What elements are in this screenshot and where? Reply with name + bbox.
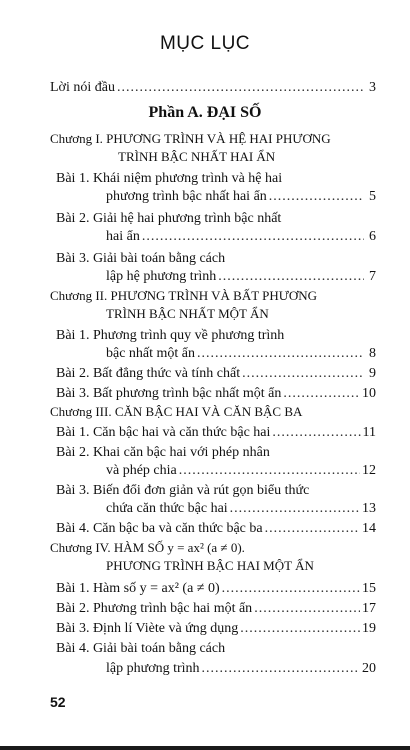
- toc-lesson-entry: [56, 620, 376, 638]
- leader-dots: [117, 79, 364, 97]
- toc-entry-label: Bài 3. Định lí Viète và ứng dụng: [56, 621, 239, 636]
- leader-dots: [240, 620, 360, 638]
- toc-entry-foreword: [50, 79, 376, 97]
- leader-dots: [272, 424, 360, 442]
- toc-entry-page: 20: [362, 661, 376, 676]
- chapter-title: Chương II. PHƯƠNG TRÌNH VÀ BẤT PHƯƠNG: [50, 288, 318, 303]
- toc-lesson-entry: [56, 580, 376, 598]
- toc-entry-page: 17: [362, 601, 376, 616]
- toc-entry-label: bậc nhất một ẩn: [106, 346, 196, 361]
- toc-entry-label: lập hệ phương trình: [106, 269, 217, 284]
- toc-lesson-entry: [106, 188, 376, 206]
- toc-entry-page: 14: [362, 521, 376, 536]
- chapter-title: Chương IV. HÀM SỐ y = ax² (a ≠ 0).: [50, 540, 245, 555]
- toc-entry-page: 7: [369, 269, 376, 284]
- page-title: MỤC LỤC: [159, 33, 251, 54]
- leader-dots: [179, 462, 360, 480]
- chapter-title: Chương III. CĂN BẬC HAI VÀ CĂN BẬC BA: [50, 404, 303, 419]
- toc-entry-page: 9: [369, 366, 376, 381]
- toc-lesson-line: Bài 2. Giải hệ hai phương trình bậc nhất: [56, 211, 282, 226]
- toc-entry-label: phương trình bậc nhất hai ẩn: [106, 189, 267, 204]
- toc-entry-page: 6: [369, 229, 376, 244]
- toc-lesson-line: Bài 1. Phương trình quy về phương trình: [56, 328, 285, 343]
- toc-lesson-line: Bài 2. Khai căn bậc hai với phép nhân: [56, 445, 270, 460]
- leader-dots: [283, 385, 360, 403]
- leader-dots: [269, 188, 364, 206]
- toc-lesson-entry: [106, 228, 376, 246]
- leader-dots: [242, 365, 364, 383]
- toc-lesson-entry: [56, 600, 376, 618]
- toc-lesson-entry: [106, 500, 376, 518]
- toc-lesson-entry: [56, 385, 376, 403]
- toc-lesson-entry: [56, 424, 376, 442]
- chapter-subtitle: TRÌNH BẬC NHẤT HAI ẨN: [118, 149, 276, 164]
- toc-entry-label: hai ẩn: [106, 229, 140, 244]
- toc-entry-label: Bài 1. Căn bậc hai và căn thức bậc hai: [56, 425, 271, 440]
- toc-entry-label: Lời nói đầu: [50, 80, 115, 95]
- toc-lesson-line: Bài 1. Khái niệm phương trình và hệ hai: [56, 171, 283, 186]
- toc-entry-page: 10: [362, 386, 376, 401]
- leader-dots: [218, 268, 364, 286]
- toc-entry-label: chứa căn thức bậc hai: [106, 501, 228, 516]
- toc-entry-page: 13: [362, 501, 376, 516]
- toc-entry-label: và phép chia: [106, 463, 177, 478]
- toc-entry-page: 3: [369, 80, 376, 95]
- leader-dots: [230, 500, 360, 518]
- toc-entry-label: Bài 1. Hàm số y = ax² (a ≠ 0): [56, 581, 220, 596]
- leader-dots: [142, 228, 364, 246]
- leader-dots: [265, 520, 360, 538]
- page-number: 52: [50, 694, 66, 710]
- toc-entry-label: lập phương trình: [106, 661, 200, 676]
- chapter-title: Chương I. PHƯƠNG TRÌNH VÀ HỆ HAI PHƯƠNG: [50, 131, 331, 146]
- leader-dots: [197, 345, 364, 363]
- toc-entry-page: 12: [362, 463, 376, 478]
- toc-lesson-entry: [56, 365, 376, 383]
- toc-entry-label: Bài 4. Căn bậc ba và căn thức bậc ba: [56, 521, 263, 536]
- toc-entry-label: Bài 3. Bất phương trình bậc nhất một ẩn: [56, 386, 282, 401]
- leader-dots: [222, 580, 360, 598]
- toc-entry-page: 15: [362, 581, 376, 596]
- toc-lesson-entry: [106, 345, 376, 363]
- toc-entry-label: Bài 2. Phương trình bậc hai một ẩn: [56, 601, 253, 616]
- toc-lesson-entry: [106, 660, 376, 678]
- chapter-subtitle: PHƯƠNG TRÌNH BẬC HAI MỘT ẨN: [106, 558, 314, 573]
- toc-lesson-entry: [56, 520, 376, 538]
- toc-entry-page: 11: [362, 425, 376, 440]
- toc-lesson-line: Bài 3. Biến đổi đơn giản và rút gọn biểu thức: [56, 483, 310, 498]
- chapter-subtitle: TRÌNH BẬC NHẤT MỘT ẨN: [106, 306, 269, 321]
- leader-dots: [254, 600, 360, 618]
- toc-lesson-line: Bài 3. Giải bài toán bằng cách: [56, 251, 226, 266]
- toc-entry-page: 19: [362, 621, 376, 636]
- toc-entry-page: 5: [369, 189, 376, 204]
- toc-lesson-entry: [106, 268, 376, 286]
- toc-entry-label: Bài 2. Bất đẳng thức và tính chất: [56, 366, 241, 381]
- leader-dots: [202, 660, 360, 678]
- toc-lesson-line: Bài 4. Giải bài toán bằng cách: [56, 641, 226, 656]
- bottom-rule: [0, 746, 410, 750]
- part-title: Phần A. ĐẠI SỐ: [148, 104, 262, 121]
- toc-entry-page: 8: [369, 346, 376, 361]
- toc-lesson-entry: [106, 462, 376, 480]
